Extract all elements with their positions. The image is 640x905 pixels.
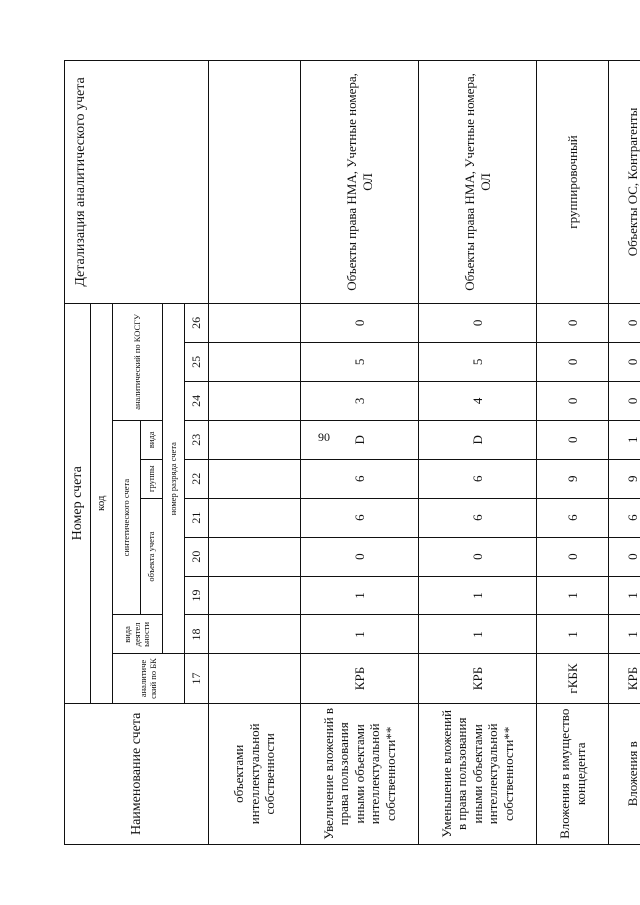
digit-cell-20 [209,537,301,576]
detail-cell [209,61,301,304]
digit-cell-20: 0 [609,537,640,576]
detail-cell: Объекты права НМА, Учетные номера, ОЛ [419,61,537,304]
digit-cell-23 [209,420,301,459]
header-kind: вида [141,420,163,459]
digit-cell-22: 6 [419,459,537,498]
page-number: 90 [318,430,330,444]
header-code: код [91,303,113,703]
digit-cell-19: 1 [609,576,640,615]
header-activity-type: вида деятел ьности [113,615,163,654]
digit-cell-17: КРБ [419,654,537,703]
digit-cell-22: 6 [301,459,419,498]
digit-cell-17: КРБ [609,654,640,703]
header-account-number: Номер счета [65,303,91,703]
digit-cell-26 [209,303,301,342]
header-groups: группы [141,459,163,498]
digit-cell-25: 0 [537,342,609,381]
digit-cell-25: 5 [301,342,419,381]
digit-23: 23 [185,420,209,459]
header-account-name: Наименование счета [65,703,209,844]
account-name-cell: объектами интеллектуальной собственности [209,703,301,844]
digit-cell-24: 4 [419,381,537,420]
digit-25: 25 [185,342,209,381]
digit-18: 18 [185,615,209,654]
digit-cell-18: 1 [537,615,609,654]
digit-cell-19: 1 [301,576,419,615]
rotated-table-container [64,60,640,845]
header-digit-number: номер разряда счета [163,303,185,653]
header-analytic-bk: аналитиче ский по БК [113,654,185,703]
digit-cell-26: 0 [537,303,609,342]
digit-19: 19 [185,576,209,615]
digit-cell-17 [209,654,301,703]
account-name-cell: Вложения в [609,703,640,844]
header-detail: Детализация аналитического учета [65,61,209,304]
digit-cell-26: 0 [301,303,419,342]
digit-cell-24: 0 [537,381,609,420]
table-row [209,61,301,845]
digit-cell-20: 0 [419,537,537,576]
digit-cell-25 [209,342,301,381]
digit-cell-18: 1 [609,615,640,654]
digit-cell-19: 1 [537,576,609,615]
digit-cell-24: 0 [609,381,640,420]
accounts-table [64,60,640,845]
digit-cell-19: 1 [419,576,537,615]
digit-cell-18: 1 [301,615,419,654]
digit-cell-23: D [301,420,419,459]
digit-cell-22: 9 [537,459,609,498]
digit-cell-21: 6 [419,498,537,537]
digit-cell-23: D [419,420,537,459]
digit-22: 22 [185,459,209,498]
account-name-cell: Уменьшение вложений в права пользования иными объектами интеллектуальной собственности** [419,703,537,844]
digit-20: 20 [185,537,209,576]
digit-cell-18: 1 [419,615,537,654]
digit-17: 17 [185,654,209,703]
digit-cell-17: гКБК [537,654,609,703]
digit-24: 24 [185,381,209,420]
digit-cell-25: 5 [419,342,537,381]
digit-cell-23: 0 [537,420,609,459]
digit-cell-18 [209,615,301,654]
table-body [209,61,640,845]
digit-cell-19 [209,576,301,615]
digit-21: 21 [185,498,209,537]
digit-cell-17: КРБ [301,654,419,703]
digit-26: 26 [185,303,209,342]
digit-cell-26: 0 [419,303,537,342]
header-analytic-kosgu: аналитический по КОСГУ [113,303,163,420]
table-row [419,61,537,845]
table-row [609,61,640,845]
account-name-cell: Вложения в имущество концедента [537,703,609,844]
detail-cell: Объекты права НМА, Учетные номера, ОЛ [301,61,419,304]
digit-cell-22: 9 [609,459,640,498]
digit-cell-21: 6 [301,498,419,537]
detail-cell: группировочный [537,61,609,304]
table-row [537,61,609,845]
digit-cell-20: 0 [537,537,609,576]
digit-cell-21: 6 [537,498,609,537]
table-row [301,61,419,845]
digit-cell-23: 1 [609,420,640,459]
header-account-object: объекта учета [141,498,163,615]
digit-cell-22 [209,459,301,498]
digit-cell-24: 3 [301,381,419,420]
digit-cell-21 [209,498,301,537]
digit-cell-25: 0 [609,342,640,381]
digit-cell-21: 6 [609,498,640,537]
header-synthetic: синтетического счета [113,420,141,615]
digit-cell-24 [209,381,301,420]
detail-cell: Объекты ОС, Контрагенты [609,61,640,304]
digit-cell-20: 0 [301,537,419,576]
digit-cell-26: 0 [609,303,640,342]
account-name-cell: Увеличение вложений в права пользования иными объектами интеллектуальной собственности** [301,703,419,844]
